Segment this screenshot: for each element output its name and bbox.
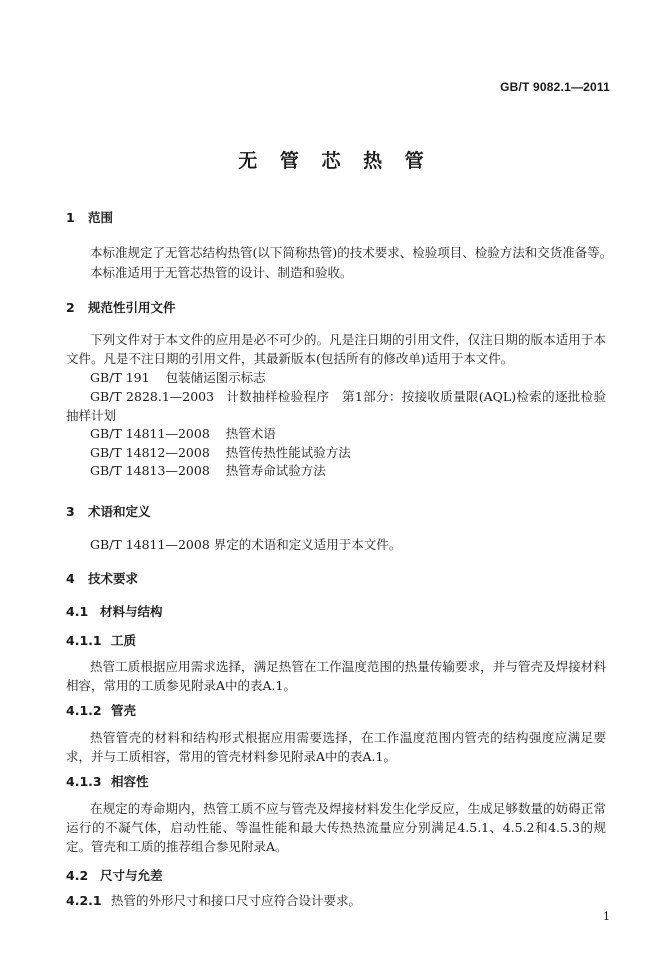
reference-code: GB/T 14811—2008 — [90, 426, 210, 441]
reference-title: 包装储运图示标志 — [165, 370, 266, 385]
section-number: 4.2 — [66, 868, 89, 883]
section-heading-4-1-2 — [66, 701, 136, 719]
section-title: 相容性 — [111, 774, 149, 789]
reference-item — [90, 368, 266, 386]
section-title: 尺寸与允差 — [100, 868, 163, 883]
section-number: 4.1 — [66, 604, 89, 619]
section-title: 范围 — [88, 210, 114, 225]
standard-code: GB/T 9082.1—2011 — [500, 80, 610, 94]
reference-code: GB/T 14813—2008 — [90, 463, 210, 478]
clause-text: 热管的外形尺寸和接口尺寸应符合设计要求。 — [111, 893, 362, 908]
section-title: 管壳 — [111, 703, 137, 718]
section-heading-4-1-3 — [66, 772, 149, 790]
reference-code: GB/T 191 — [90, 370, 150, 385]
section-heading-3 — [66, 502, 151, 520]
section-number: 3 — [66, 504, 75, 519]
section-heading-4-1-1 — [66, 631, 136, 649]
reference-item — [90, 443, 351, 461]
section-heading-4-1 — [66, 602, 163, 620]
section-number: 2 — [66, 300, 75, 315]
page-number: 1 — [603, 910, 610, 923]
paragraph: 在规定的寿命期内，热管工质不应与管壳及焊接材料发生化学反应，生成足够数量的妨碍正常运行的不凝气体，启动性能、等温性能和最大传热热流量应分别满足4.5.1、4.5.2和4.5.3的规定。管壳和工质的推荐组合参见附录A。 — [66, 801, 606, 854]
paragraph: 热管工质根据应用需求选择，满足热管在工作温度范围的热量传输要求，并与管壳及焊接材料相容，常用的工质参见附录A中的表A.1。 — [66, 659, 606, 693]
paragraph: 本标准规定了无管芯结构热管(以下简称热管)的技术要求、检验项目、检验方法和交货准备等。 — [90, 245, 613, 260]
section-heading-4 — [66, 569, 138, 587]
clause-4-2-1 — [66, 891, 361, 909]
section-title: 技术要求 — [88, 571, 139, 586]
reference-title: 计数抽样检验程序 第1部分：按接收质量限(AQL)检索的逐批检验抽样计划 — [66, 389, 606, 423]
reference-item — [90, 424, 276, 442]
section-number: 4 — [66, 571, 75, 586]
reference-item — [66, 387, 606, 425]
section-number: 4.1.3 — [66, 774, 102, 789]
reference-title: 热管寿命试验方法 — [225, 463, 326, 478]
reference-item — [90, 461, 326, 479]
paragraph: GB/T 14811—2008 界定的术语和定义适用于本文件。 — [90, 537, 402, 552]
document-title: 无 管 芯 热 管 — [238, 150, 432, 172]
section-heading-4-2 — [66, 866, 163, 884]
paragraph: 热管管壳的材料和结构形式根据应用需要选择，在工作温度范围内管壳的结构强度应满足要求，并与工质相容，常用的管壳材料参见附录A中的表A.1。 — [66, 730, 606, 764]
section-title: 规范性引用文件 — [88, 300, 176, 315]
section-title: 工质 — [111, 633, 137, 648]
reference-title: 热管术语 — [225, 426, 276, 441]
reference-title: 热管传热性能试验方法 — [225, 445, 351, 460]
section-heading-2 — [66, 298, 176, 316]
section-number: 1 — [66, 210, 75, 225]
section-number: 4.2.1 — [66, 893, 102, 908]
section-title: 术语和定义 — [88, 504, 151, 519]
section-number: 4.1.2 — [66, 703, 102, 718]
reference-code: GB/T 2828.1—2003 — [90, 389, 215, 404]
paragraph: 本标准适用于无管芯热管的设计、制造和验收。 — [90, 265, 353, 280]
reference-code: GB/T 14812—2008 — [90, 445, 210, 460]
paragraph: 下列文件对于本文件的应用是必不可少的。凡是注日期的引用文件，仅注日期的版本适用于本文件。凡是不注日期的引用文件，其最新版本(包括所有的修改单)适用于本文件。 — [66, 332, 606, 366]
section-number: 4.1.1 — [66, 633, 102, 648]
section-heading-1 — [66, 208, 113, 226]
section-title: 材料与结构 — [100, 604, 163, 619]
